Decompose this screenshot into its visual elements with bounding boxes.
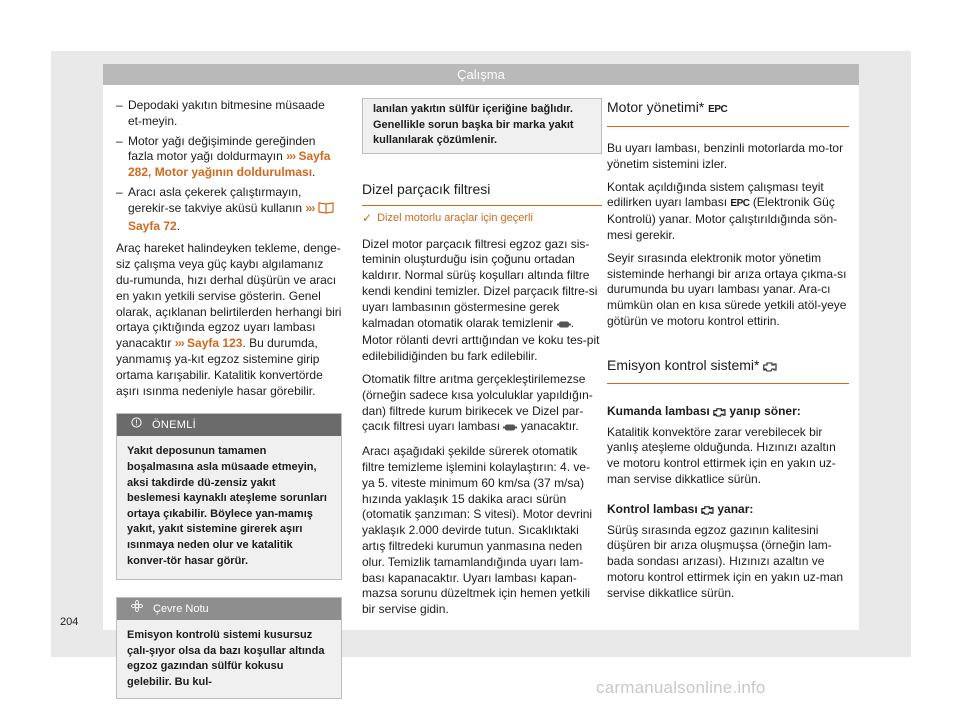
paragraph-text: (Elektronik Güç Kontrolü) yanar. Motor çalıştırıldığında sön-mesi gerekir. (607, 195, 838, 242)
list-item-text: Motor yağı değişiminde gereğinden fazla motor yağı doldurmayın (128, 133, 316, 164)
page-header: Çalışma (103, 64, 859, 85)
list-item (116, 185, 342, 234)
list-item-text: Depodaki yakıtın bitmesine müsaade et-meyin. (128, 98, 325, 128)
section-title-emission (607, 356, 849, 384)
paragraph-text: . Bu durumda, yanmamış ya-kıt egzoz sistemine girip ortama karışabilir. Katalitik konvertörde aşırı ısınma nedeniyle hasar görebilir. (116, 336, 323, 398)
warning-icon (131, 414, 142, 436)
section-title-engine (607, 98, 849, 127)
section-title-text: Emisyon kontrol sistemi* (607, 356, 760, 373)
subheading-text: Kumanda lambası (607, 403, 710, 418)
subheading (607, 404, 849, 422)
list-item-text: . (176, 218, 181, 233)
watermark: carmanualsonline.info (596, 678, 766, 697)
paragraph (362, 372, 602, 437)
dash-marker: – (116, 133, 123, 148)
page-reference-link[interactable]: Sayfa 282, Motor yağının doldurulması (128, 149, 331, 180)
reference-arrows-icon: ››› (286, 149, 296, 164)
environment-note-header (117, 598, 341, 620)
paragraph-text: . Motor rölanti devri arttığından ve koku tes-pit edilebilidiğinden bu fark edilebilir. (362, 315, 600, 364)
list-item (116, 134, 342, 181)
engine-check-icon (701, 504, 714, 520)
page-reference-link[interactable]: Sayfa 72 (128, 218, 177, 233)
section-diesel-filter (362, 180, 602, 227)
list-item-text: . (312, 165, 316, 180)
dash-marker: – (116, 184, 123, 199)
particle-filter-icon (503, 421, 517, 437)
epc-symbol: EPC (730, 198, 750, 210)
warning-box (116, 413, 342, 580)
reference-arrows-icon: ››› (305, 200, 315, 215)
paragraph (116, 241, 342, 399)
subheading-text: yanıp söner: (729, 403, 801, 418)
checkmark-icon: ✓ (362, 210, 373, 225)
paragraph-text: yanacaktır. (520, 419, 579, 434)
paragraph-text: Dizel motor parçacık filtresi egzoz gazı sis-teminin oluşturduğu isin çoğunu ortadan kaldırır. Normal sürüş koşulları altında filtre kendi kendini temizler. Dizel parçacık filtre-si uyarı lambasının göstermesine gerek kalmadan otomatik olarak temizlenir (362, 236, 598, 330)
reference-arrows-icon: ››› (174, 336, 184, 351)
environment-note-text: Emisyon kontrolü sistemi kusursuz çalı-şıyor olsa da bazı koşullar altında egzoz gazından sülfür kokusu gelebilir. Bu kul- (127, 629, 325, 688)
paragraph: Aracı aşağıdaki şekilde sürerek otomatik filtre temizleme işlemini kolaylaştırın: 4. ve-ya 5. viteste minimum 60 km/sa (37 m/sa) hızında yaklaşık 15 dakika aracı sürün (otomatik şanzıman: S vitesi). Motor devrini yaklaşık 2.000 devirde tutun. Sıcaklıktaki artış filtredeki kurumun yanmasına neden olur. Temizlik tamamlandığında uyarı lam-bası kapanacaktır. Uyarı lambası kapan-mazsa sorunu düzeltmek için hemen yetkili bir servise gidin. (362, 444, 593, 617)
subheading-text: yanar: (717, 501, 754, 516)
subheading-text: Kontrol lambası (607, 501, 698, 516)
applicability-note (362, 211, 602, 227)
section-title-text: Motor yönetimi* (607, 99, 705, 115)
book-icon (318, 201, 334, 219)
list-item-text: Aracı asla çekerek çalıştırmayın, gerekir-se takviye aküsü kullanın (128, 184, 303, 215)
paragraph (362, 237, 602, 365)
leaf-icon (131, 598, 143, 620)
dash-marker: – (116, 98, 123, 112)
paragraph: Sürüş sırasında egzoz gazının kalitesini düşüren bir arıza oluşmuşsa (örneğin lam-bada sondası arızası). Hızınızı azaltın ve motoru kontrol ettirmek için en yakın uz-man servise dikkatlice sürün. (607, 522, 844, 600)
paragraph: Seyir sırasında elektronik motor yönetim sisteminde herhangi bir arıza ortaya çıkma-sı durumunda bu uyarı lambası yanar. Ara-cı mümkün olan en kısa sürede yetkili atöl-yeye götürün ve motoru kontrol ettirin. (607, 250, 847, 328)
column-left (116, 98, 342, 699)
column-right (607, 98, 849, 602)
particle-filter-icon (557, 318, 571, 334)
engine-check-icon (763, 358, 777, 376)
environment-note-label: Çevre Notu (153, 603, 209, 616)
paragraph-text: Araç hareket halindeyken tekleme, denge-siz çalışma veya güç kaybı algılamanız du-rumunda, hızı derhal düşürün ve aracı en yakın yetkili servise gösterin. Genel olarak, açıklanan belirtilerden herhangi biri ortaya çıktığında egzoz uyarı lambası yanacaktır (116, 241, 342, 351)
warning-label: ÖNEMLİ (152, 419, 196, 432)
page-reference-link[interactable]: Sayfa 123 (187, 336, 243, 351)
paragraph: Bu uyarı lambası, benzinli motorlarda mo-tor yönetim sistemini izler. (607, 141, 844, 171)
warning-header (117, 414, 341, 436)
column-middle (362, 98, 602, 618)
warning-text: Yakıt deposunun tamamen boşalmasına asla müsaade etmeyin, aksi takdirde dü-zensiz yakıt beslemesi kaynaklı ateşleme sorunları ortaya çıkabilir. Böylece yan-mamış yakıt, yakıt sistemine girerek aşırı ısınmaya neden olur ve katalitik konver-tör hasar görür. (127, 445, 327, 567)
paragraph-text: Otomatik filtre arıtma gerçekleştirilemezse (örneğin sadece kısa yolculuklar yapıldığın-dan) filtrede kurum birikecek ve Dizel par-çacık filtresi uyarı lambası (362, 371, 593, 434)
list-item (116, 98, 342, 130)
paragraph-text: Kontak açıldığında sistem çalışması teyit edilirken uyarı lambası (607, 179, 824, 210)
engine-check-icon (713, 406, 726, 422)
page-number: 204 (60, 616, 79, 628)
applicability-text: Dizel motorlu araçlar için geçerli (377, 211, 533, 224)
section-title: Dizel parçacık filtresi (362, 180, 602, 206)
epc-symbol: EPC (708, 104, 728, 115)
environment-note-continued: lanılan yakıtın sülfür içeriğine bağlıdır. Genellikle sorun başka bir marka yakıt kullanılarak çözümlenir. (362, 98, 602, 154)
paragraph (607, 180, 849, 244)
paragraph: Katalitik konvektöre zarar verebilecek bir yanlış ateşleme olduğunda. Hızınızı azaltın ve motoru kontrol ettirmek için en yakın uz-man servise dikkatlice sürün. (607, 424, 836, 486)
subheading (607, 502, 849, 520)
environment-note-box (116, 597, 342, 699)
